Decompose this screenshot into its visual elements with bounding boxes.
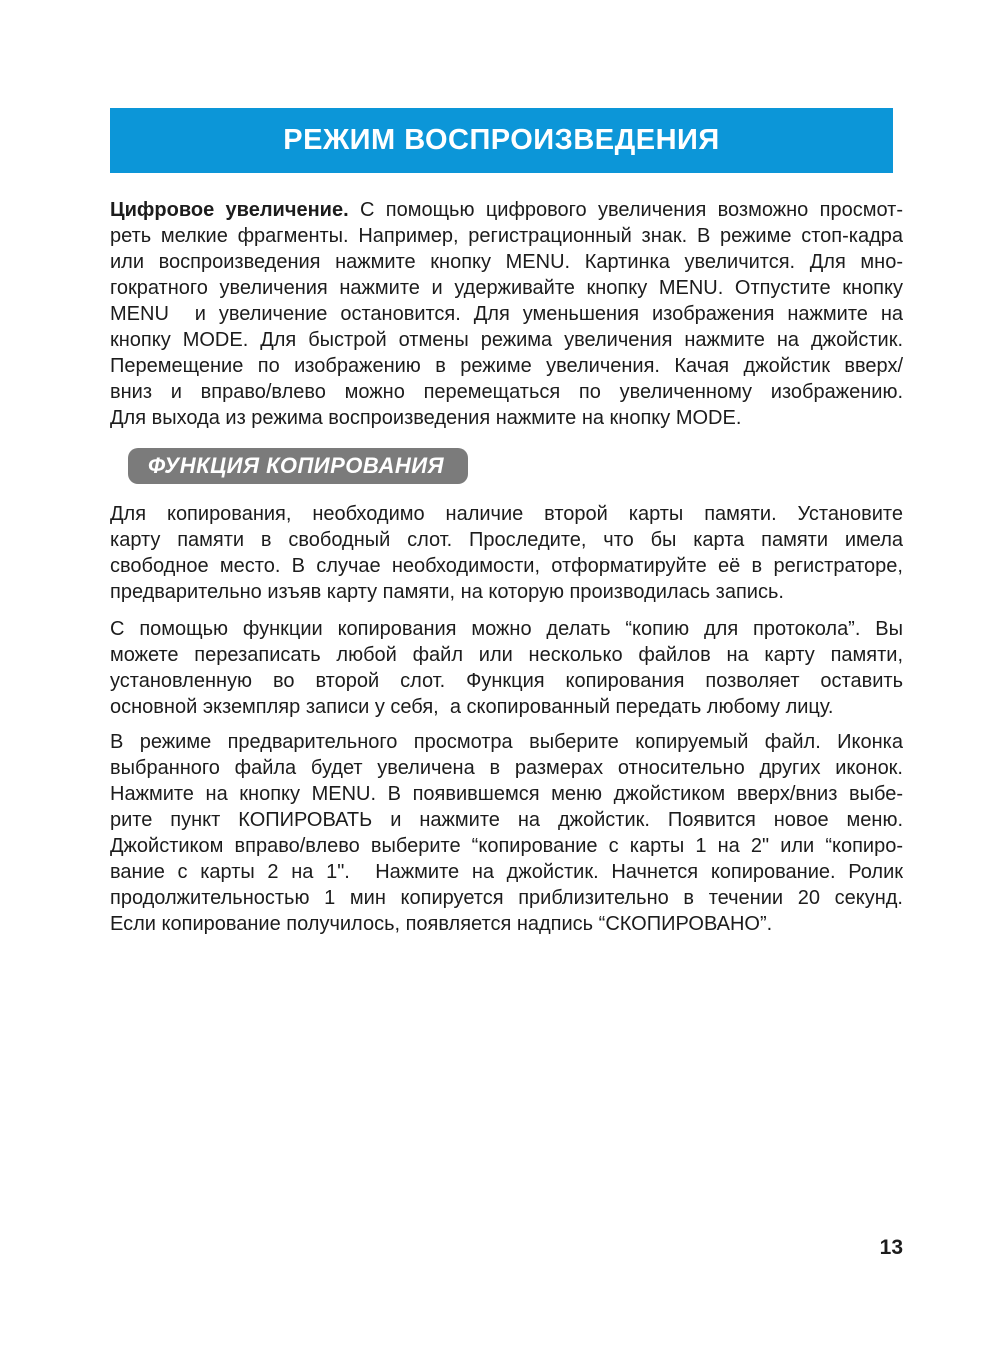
page-content [110, 0, 903, 1364]
text-line: можете перезаписать любой файл или несколько файлов на карту памяти, [110, 644, 903, 666]
text-line: Для выхода из режима воспроизведения нажмите на кнопку MODE. [110, 407, 742, 429]
text-line: В режиме предварительного просмотра выберите копируемый файл. Иконка [110, 731, 903, 753]
copy-function-heading-row [128, 448, 468, 484]
text-line: установленную во второй слот. Функция копирования позволяет оставить [110, 670, 903, 692]
text-line: карту памяти в свободный слот. Проследите, что бы карта памяти имела [110, 529, 903, 551]
page-number: 13 [879, 1236, 903, 1259]
text-line: вание с карты 2 на 1". Нажмите на джойстик. Начнется копирование. Ролик [110, 861, 903, 883]
text-line [110, 197, 903, 223]
section-header-banner [110, 108, 893, 173]
text-line: Джойстиком вправо/влево выберите “копирование с карты 1 на 2" или “копиро- [110, 835, 903, 857]
text-line: MENU и увеличение остановится. Для уменьшения изображения нажмите на [110, 303, 903, 325]
text-line: реть мелкие фрагменты. Например, регистрационный знак. В режиме стоп-кадра [110, 225, 903, 247]
text-line: основной экземпляр записи у себя, а скопированный передать любому лицу. [110, 696, 834, 718]
paragraph-copy-procedure [110, 729, 903, 937]
text-line: гократного увеличения нажмите и удерживайте кнопку MENU. Отпустите кнопку [110, 277, 903, 299]
text-line: свободное место. В случае необходимости, отформатируйте её в регистраторе, [110, 555, 903, 577]
text-line: Если копирование получилось, появляется надпись “СКОПИРОВАНО”. [110, 913, 773, 935]
page-title: РЕЖИМ ВОСПРОИЗВЕДЕНИЯ [283, 124, 720, 156]
paragraph-copy-intro [110, 501, 903, 605]
copy-function-badge: ФУНКЦИЯ КОПИРОВАНИЯ [128, 448, 468, 484]
text-line: кнопку MODE. Для быстрой отмены режима увеличения нажмите на джойстик. [110, 329, 903, 351]
paragraph-copy-purpose [110, 616, 903, 720]
text-line: продолжительностью 1 мин копируется приблизительно в течении 20 секунд. [110, 887, 903, 909]
text-line: Для копирования, необходимо наличие второй карты памяти. Установите [110, 503, 903, 525]
text-line: вниз и вправо/влево можно перемещаться по увеличенному изображению. [110, 381, 903, 403]
text-line: рите пункт КОПИРОВАТЬ и нажмите на джойстик. Появится новое меню. [110, 809, 903, 831]
text-line: или воспроизведения нажмите кнопку MENU. Картинка увеличится. Для мно- [110, 251, 903, 273]
text-line: С помощью функции копирования можно делать “копию для протокола”. Вы [110, 618, 903, 640]
paragraph-digital-zoom [110, 197, 903, 431]
text-line: Нажмите на кнопку MENU. В появившемся меню джойстиком вверх/вниз выбе- [110, 783, 903, 805]
text-line-rest: С помощью цифрового увеличения возможно просмот- [348, 199, 903, 221]
paragraph-lead-bold: Цифровое увеличение. [110, 199, 349, 221]
text-line: Перемещение по изображению в режиме увеличения. Качая джойстик вверх/ [110, 355, 903, 377]
text-line: предварительно изъяв карту памяти, на которую производилась запись. [110, 581, 784, 603]
text-line: выбранного файла будет увеличена в размерах относительно других иконок. [110, 757, 903, 779]
